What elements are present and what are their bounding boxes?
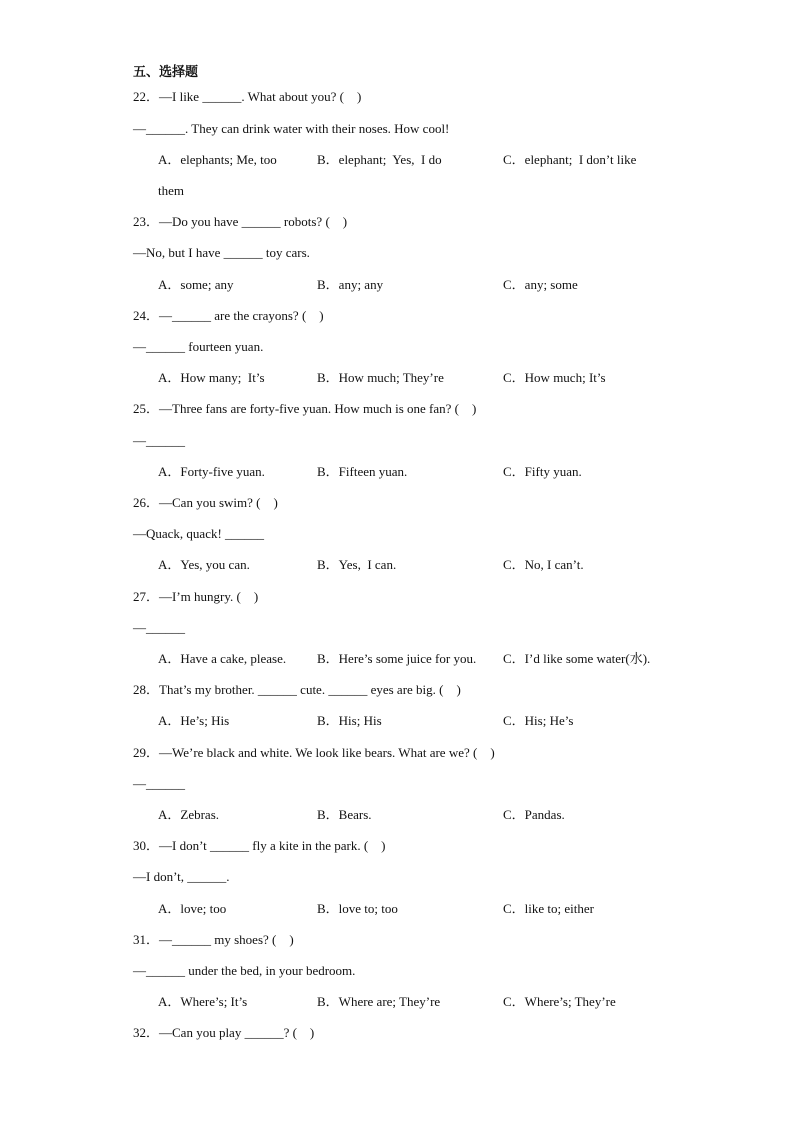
question-30-option-b[interactable]: B．love to; too (317, 901, 398, 916)
question-31-option-b[interactable]: B．Where are; They’re (317, 994, 441, 1009)
question-24-option-b[interactable]: B．How much; They’re (317, 370, 444, 385)
question-23-option-b[interactable]: B．any; any (317, 277, 384, 292)
question-29-option-b[interactable]: B．Bears. (317, 807, 372, 822)
question-29-response: —______ (133, 776, 185, 791)
question-26-stem: 26．—Can you swim? ( ) (133, 495, 278, 510)
question-22-option-c[interactable]: C．elephant; I don’t like (503, 152, 637, 167)
question-26-response: —Quack, quack! ______ (133, 526, 265, 541)
question-24-response: —______ fourteen yuan. (133, 339, 264, 354)
question-32-stem: 32．—Can you play ______? ( ) (133, 1025, 315, 1040)
question-28-option-b[interactable]: B．His; His (317, 713, 382, 728)
question-28-option-c[interactable]: C．His; He’s (503, 713, 574, 728)
question-25-option-b[interactable]: B．Fifteen yuan. (317, 464, 408, 479)
question-31-response: —______ under the bed, in your bedroom. (133, 963, 356, 978)
question-27-option-a[interactable]: A．Have a cake, please. (158, 651, 287, 666)
question-28-option-a[interactable]: A．He’s; His (158, 713, 230, 728)
question-22-option-a[interactable]: A．elephants; Me, too (158, 152, 277, 167)
question-23-response: —No, but I have ______ toy cars. (133, 245, 310, 260)
question-22-option-c-continuation: them (158, 183, 184, 198)
question-29-option-c[interactable]: C．Pandas. (503, 807, 565, 822)
question-27-option-c[interactable]: C．I’d like some water(水). (503, 651, 651, 666)
question-26-option-a[interactable]: A．Yes, you can. (158, 557, 250, 572)
question-30-stem: 30．—I don’t ______ fly a kite in the park. ( ) (133, 838, 386, 853)
question-30-option-a[interactable]: A．love; too (158, 901, 227, 916)
question-25-response: —______ (133, 433, 185, 448)
question-29-option-a[interactable]: A．Zebras. (158, 807, 220, 822)
question-30-option-c[interactable]: C．like to; either (503, 901, 594, 916)
question-31-option-a[interactable]: A．Where’s; It’s (158, 994, 248, 1009)
question-23-option-a[interactable]: A．some; any (158, 277, 234, 292)
question-28-stem: 28．That’s my brother. ______ cute. ______ eyes are big. ( ) (133, 682, 461, 697)
question-30-response: —I don’t, ______. (133, 869, 230, 884)
question-24-option-c[interactable]: C．How much; It’s (503, 370, 606, 385)
question-31-stem: 31．—______ my shoes? ( ) (133, 932, 294, 947)
question-22-option-b[interactable]: B．elephant; Yes, I do (317, 152, 442, 167)
question-24-stem: 24．—______ are the crayons? ( ) (133, 308, 324, 323)
question-25-option-a[interactable]: A．Forty-five yuan. (158, 464, 265, 479)
question-27-response: —______ (133, 620, 185, 635)
question-22-stem: 22．—I like ______. What about you? ( ) (133, 89, 362, 104)
section-title: 五、选择题 (133, 64, 199, 79)
question-29-stem: 29．—We’re black and white. We look like bears. What are we? ( ) (133, 745, 495, 760)
question-23-option-c[interactable]: C．any; some (503, 277, 578, 292)
question-27-option-b[interactable]: B．Here’s some juice for you. (317, 651, 477, 666)
question-27-stem: 27．—I’m hungry. ( ) (133, 589, 259, 604)
question-25-stem: 25．—Three fans are forty-five yuan. How much is one fan? ( ) (133, 401, 477, 416)
question-25-option-c[interactable]: C．Fifty yuan. (503, 464, 582, 479)
question-26-option-c[interactable]: C．No, I can’t. (503, 557, 584, 572)
question-24-option-a[interactable]: A．How many; It’s (158, 370, 265, 385)
question-22-response: —______. They can drink water with their noses. How cool! (133, 121, 450, 136)
question-26-option-b[interactable]: B．Yes, I can. (317, 557, 397, 572)
question-31-option-c[interactable]: C．Where’s; They’re (503, 994, 616, 1009)
question-23-stem: 23．—Do you have ______ robots? ( ) (133, 214, 348, 229)
